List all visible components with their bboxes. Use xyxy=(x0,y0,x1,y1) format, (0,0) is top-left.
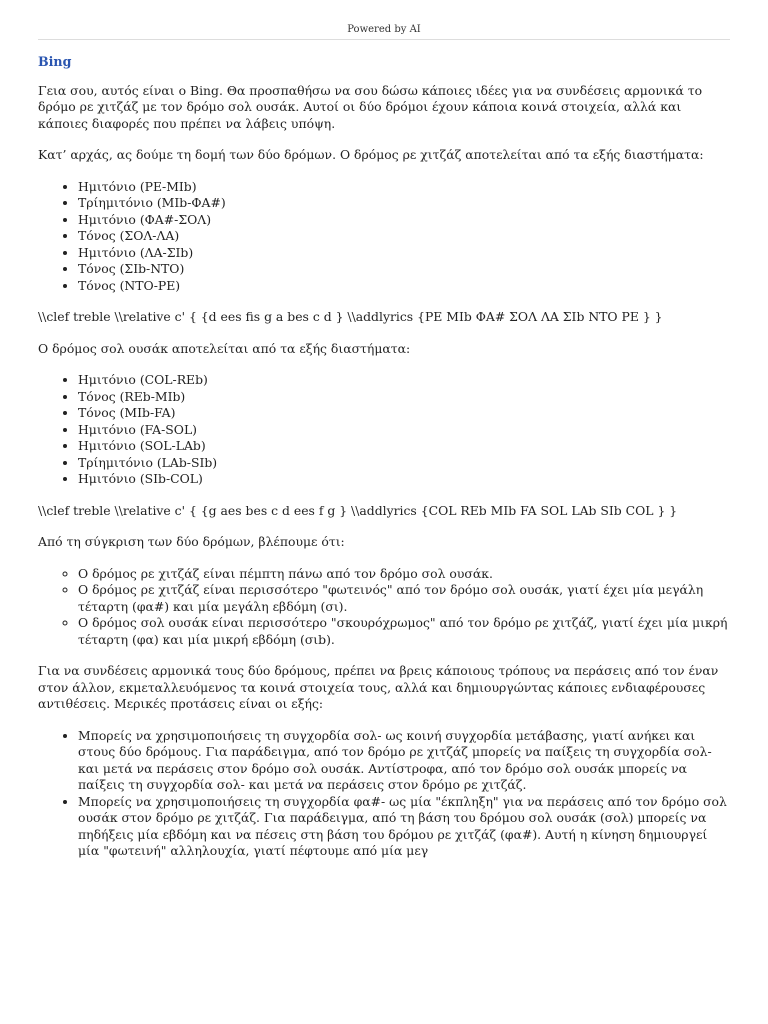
list-item: • Ημιτόνιο (SOL-LAb) xyxy=(78,438,730,455)
list-item: • Τόνος (ΣΟΛ-ΛΑ) xyxy=(78,228,730,245)
list-item: ◦ Ο δρόμος ρε χιτζάζ είναι περισσότερο "φωτεινός" από τον δρόμο σολ ουσάκ, γιατί έχει μία μεγάλη τέταρτη (φα#) και μία μεγάλη εβδόμη (σι). xyxy=(78,582,730,615)
author-name: Bing xyxy=(38,54,72,69)
list-item: • Τόνος (ΣΙb-ΝΤΟ) xyxy=(78,261,730,278)
ousak-lilypond-code: \\clef treble \\relative c' { {g aes bes c d ees f g } \\addlyrics {COL REb MIb FA SOL LAb SIb COL } } xyxy=(38,502,678,518)
list-item: • Μπορείς να χρησιμοποιήσεις τη συγχορδία σολ- ως κοινή συγχορδία μετάβασης, γιατί ανήκει και στους δύο δρόμους. Για παράδειγμα, από τον δρόμο ρε χιτζάζ μπορείς να παίξεις τη συγχορδία σολ- και μετά να περάσεις στον δρόμο σολ ουσάκ. Αντίστροφα, από τον δρόμο σολ ουσάκ μπορείς να παίξεις τη συγχορδία σολ- και μετά να περάσεις στον δρόμο ρε χιτζάζ. xyxy=(78,728,730,794)
list-item: • Ημιτόνιο (COL-REb) xyxy=(78,372,730,389)
list-item: • Τόνος (MIb-FA) xyxy=(78,405,730,422)
list-item: • Τόνος (ΝΤΟ-ΡΕ) xyxy=(78,278,730,295)
list-item: • Ημιτόνιο (FA-SOL) xyxy=(78,422,730,439)
list-item: • Τρίημιτόνιο (ΜΙb-ΦΑ#) xyxy=(78,195,730,212)
list-item: • Ημιτόνιο (ΡΕ-ΜΙb) xyxy=(78,179,730,196)
list-item: • Ημιτόνιο (ΦΑ#-ΣΟΛ) xyxy=(78,212,730,229)
document-content xyxy=(38,54,730,875)
connect-intro-paragraph: Για να συνδέσεις αρμονικά τους δύο δρόμους, πρέπει να βρεις κάποιους τρόπους να περάσεις από τον έναν στον άλλον, εκμεταλλευόμενος τα κοινά στοιχεία τους, αλλά και δημιουργώντας κάποιες ενδιαφέρουσες αντιθέσεις. Μερικές προτάσεις είναι οι εξής: xyxy=(38,663,719,711)
list-item: • Τρίημιτόνιο (LAb-SIb) xyxy=(78,455,730,472)
powered-by-header: Powered by AI xyxy=(347,24,421,35)
list-item: • Ημιτόνιο (SIb-COL) xyxy=(78,471,730,488)
list-item: • Μπορείς να χρησιμοποιήσεις τη συγχορδία φα#- ως μία "έκπληξη" για να περάσεις από τον δρόμο σολ ουσάκ στον δρόμο ρε χιτζάζ. Για παράδειγμα, από τη βάση του δρόμου σολ ουσάκ (σολ) μπορείς να πηδήξεις μία εβδόμη και να πέσεις στη βάση του δρόμου ρε χιτζάζ (φα#). Αυτή η κίνηση δημιουργεί μία "φωτεινή" αλληλουχία, γιατί πέφτουμε από μία μεγ xyxy=(78,794,730,860)
list-item: ◦ Ο δρόμος σολ ουσάκ είναι περισσότερο "σκουρόχρωμος" από τον δρόμο ρε χιτζάζ, γιατί έχει μία μικρή τέταρτη (φα) και μία μικρή εβδόμη (σιb). xyxy=(78,615,730,648)
ousak-interval-list xyxy=(38,372,730,488)
hijaz-interval-list xyxy=(38,179,730,295)
proposals-list xyxy=(38,728,730,860)
hijaz-lilypond-code: \\clef treble \\relative c' { {d ees fis g a bes c d } \\addlyrics {ΡΕ ΜΙb ΦΑ# ΣΟΛ ΛΑ ΣΙb ΝΤΟ ΡΕ } } xyxy=(38,309,663,324)
list-item: ◦ Ο δρόμος ρε χιτζάζ είναι πέμπτη πάνω από τον δρόμο σολ ουσάκ. xyxy=(78,566,730,583)
comparison-intro-paragraph: Από τη σύγκριση των δύο δρόμων, βλέπουμε ότι: xyxy=(38,534,345,549)
ousak-intro-paragraph: Ο δρόμος σολ ουσάκ αποτελείται από τα εξής διαστήματα: xyxy=(38,340,411,356)
list-item: • Τόνος (REb-MIb) xyxy=(78,389,730,406)
structure-paragraph: Κατ’ αρχάς, ας δούμε τη δομή των δύο δρόμων. Ο δρόμος ρε χιτζάζ αποτελείται από τα εξής διαστήματα: xyxy=(38,147,704,162)
intro-paragraph: Γεια σου, αυτός είναι ο Bing. Θα προσπαθήσω να σου δώσω κάποιες ιδέες για να συνδέσεις αρμονικά το δρόμο ρε χιτζάζ με τον δρόμο σολ ουσάκ. Αυτοί οι δύο δρόμοι έχουν κάποια κοινά στοιχεία, αλλά και κάποιες διαφορές που πρέπει να λάβεις υπόψη. xyxy=(38,82,703,131)
list-item: • Ημιτόνιο (ΛΑ-ΣΙb) xyxy=(78,245,730,262)
comparison-list xyxy=(38,566,730,649)
header-divider xyxy=(38,39,730,40)
